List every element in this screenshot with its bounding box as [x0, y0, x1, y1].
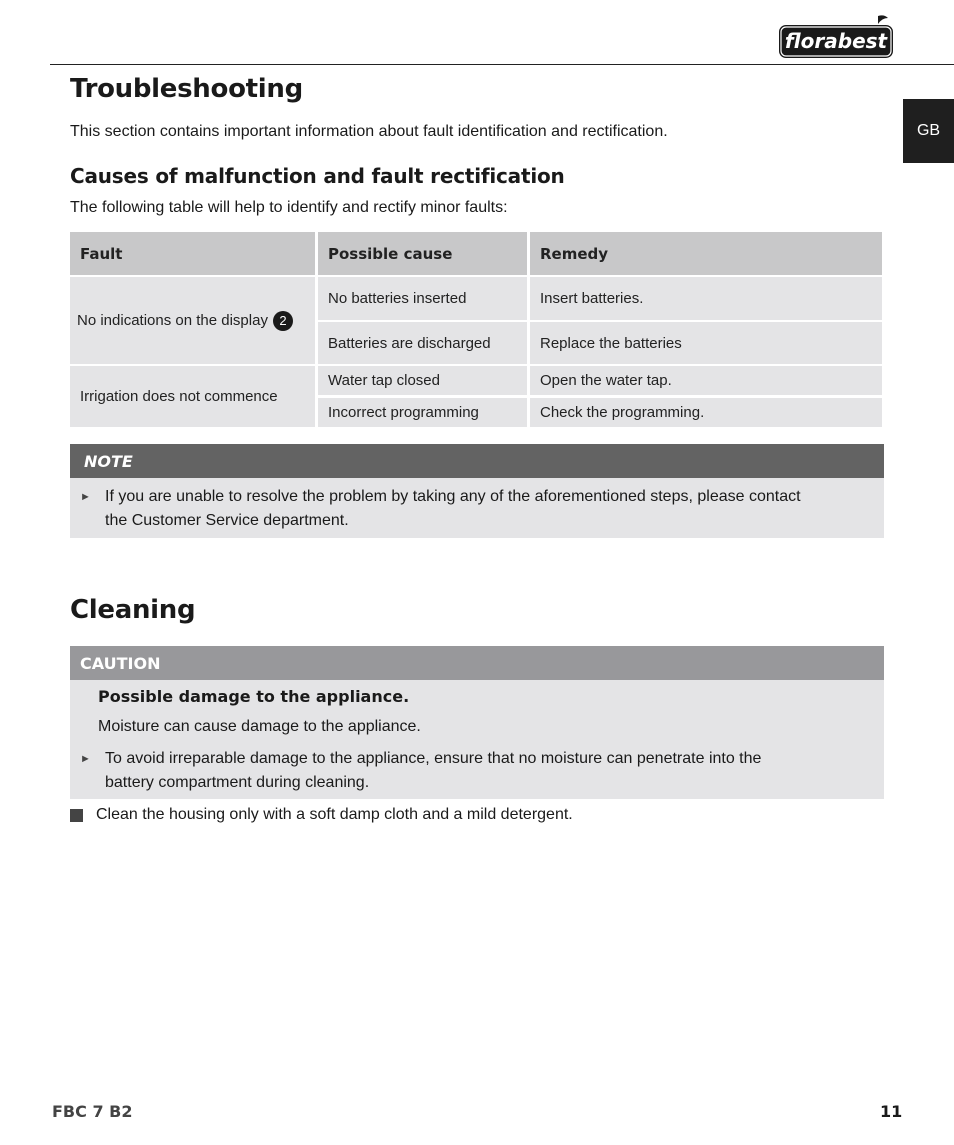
display-ref-badge: 2 [273, 311, 293, 331]
table-cell-remedy: Open the water tap. [530, 366, 882, 395]
logo-text: florabest [784, 29, 888, 53]
florabest-logo [778, 14, 894, 60]
table-header-remedy: Remedy [530, 232, 882, 275]
troubleshooting-title: Troubleshooting [70, 74, 303, 104]
table-cell-cause: Water tap closed [318, 366, 527, 395]
caution-label: CAUTION [70, 646, 884, 680]
model-number: FBC 7 B2 [52, 1102, 133, 1121]
caution-bullet-text: To avoid irreparable damage to the appliance, ensure that no moisture can penetrate into the [105, 750, 762, 767]
note-text: If you are unable to resolve the problem by taking any of the aforementioned steps, please contact [105, 488, 801, 505]
table-cell-cause: Incorrect programming [318, 398, 527, 427]
caution-text: Moisture can cause damage to the appliance. [98, 718, 421, 735]
caution-bullet-text-cont: battery compartment during cleaning. [105, 774, 370, 791]
cleaning-instruction: Clean the housing only with a soft damp cloth and a mild detergent. [96, 806, 573, 823]
table-header-fault: Fault [70, 232, 315, 275]
table-cell-remedy: Check the programming. [530, 398, 882, 427]
caution-heading: Possible damage to the appliance. [98, 687, 410, 706]
table-header-cause: Possible cause [318, 232, 527, 275]
table-intro: The following table will help to identify and rectify minor faults: [70, 199, 508, 216]
table-cell-cause: No batteries inserted [318, 277, 527, 320]
arrow-bullet-icon: ► [80, 491, 91, 503]
table-cell-fault [70, 277, 315, 364]
fault-text: No indications on the display [77, 312, 268, 329]
note-text-cont: the Customer Service department. [105, 512, 349, 529]
troubleshooting-intro: This section contains important information about fault identification and rectification. [70, 123, 668, 140]
table-cell-fault: Irrigation does not commence [70, 366, 315, 427]
arrow-bullet-icon: ► [80, 753, 91, 765]
square-bullet-icon [70, 809, 83, 822]
table-cell-cause: Batteries are discharged [318, 322, 527, 364]
causes-subheading: Causes of malfunction and fault rectification [70, 164, 565, 188]
header-divider [50, 64, 954, 65]
table-cell-remedy: Replace the batteries [530, 322, 882, 364]
page-number: 11 [880, 1102, 903, 1121]
language-tab: GB [903, 99, 954, 163]
table-cell-remedy: Insert batteries. [530, 277, 882, 320]
cleaning-title: Cleaning [70, 595, 196, 625]
caution-box [70, 646, 884, 799]
note-label: NOTE [70, 444, 884, 478]
note-box [70, 444, 884, 538]
